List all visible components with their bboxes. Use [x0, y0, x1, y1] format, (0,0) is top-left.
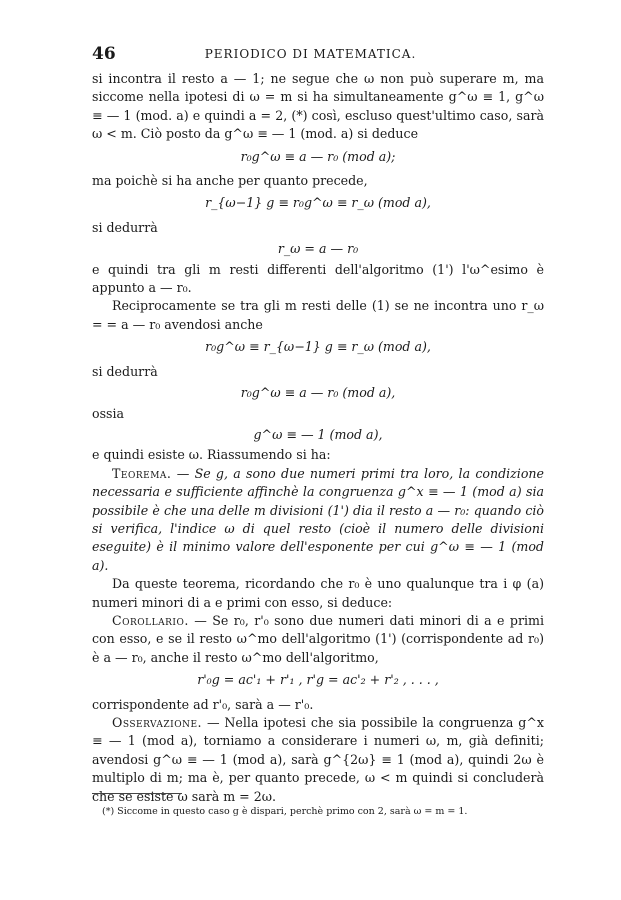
corollary: [92, 612, 544, 667]
equation-2: r_{ω−1} g ≡ r₀g^ω ≡ r_ω (mod a),: [205, 195, 431, 211]
paragraph-6: si dedurrà: [92, 363, 158, 379]
running-title: PERIODICO DI MATEMATICA.: [204, 47, 417, 61]
equation-7: r'₀g = ac'₁ + r'₁ , r'g = ac'₂ + r'₂ , . . . ,: [197, 672, 439, 688]
corollary-text: — Se r₀, r'₀ sono due numeri dati minori di a e primi con esso, e se il resto ω^mo dell'algoritmo (1') (corrispondente ad r₀) è a — r₀, anche il resto ω^mo dell'algoritmo,: [92, 612, 544, 665]
paragraph-2: ma poichè si ha anche per quanto precede,: [92, 173, 368, 189]
paragraph-1: si incontra il resto a — 1; ne segue che ω non può superare m, ma siccome nella ipotesi di ω = m si ha simultaneamente g^ω ≡ 1, g^ω ≡ — 1 (mod. a) e quindi a = 2, (*) così, escluso quest'ultimo caso, sarà ω < m. Ciò posto da g^ω ≡ — 1 (mod. a) si deduce: [92, 71, 544, 142]
paragraph-3: si dedurrà: [92, 219, 158, 235]
footnote-divider: [92, 793, 182, 794]
footnote: (*) Siccome in questo caso g è dispari, perchè primo con 2, sarà ω = m = 1.: [102, 806, 468, 817]
equation-4: r₀g^ω ≡ r_{ω−1} g ≡ r_ω (mod a),: [205, 339, 431, 355]
equation-1: r₀g^ω ≡ a — r₀ (mod a);: [240, 148, 396, 164]
paragraph-7: ossia: [92, 405, 125, 421]
equation-5: r₀g^ω ≡ a — r₀ (mod a),: [240, 385, 396, 401]
equation-6: g^ω ≡ — 1 (mod a),: [253, 426, 383, 442]
theorem-label: Teorema.: [112, 465, 172, 481]
observation-label: Osservazione.: [112, 715, 203, 730]
theorem: [92, 465, 544, 575]
page-header: [0, 44, 621, 64]
paragraph-4: e quindi tra gli m resti differenti dell'algoritmo (1') l'ω^esimo è appunto a — r₀.: [92, 261, 544, 296]
theorem-text: — Se g, a sono due numeri primi tra loro, la condizione necessaria e sufficiente affinchè la congruenza g^x ≡ — 1 (mod a) sia possibile è che una delle m divisioni (1') dia il resto a — r₀: quando ciò si verifica, l'indice ω di quel resto (cioè il numero delle divisioni eseguite) è il minimo valore dell'esponente per cui g^ω ≡ — 1 (mod a).: [92, 465, 544, 573]
paragraph-8: e quindi esiste ω. Riassumendo si ha:: [92, 447, 331, 463]
corollary-label: Corollario.: [112, 612, 189, 628]
paragraph-5: Reciprocamente se tra gli m resti delle (1) se ne incontra uno r_ω = = a — r₀ avendosi anche: [92, 298, 544, 332]
page-number: 46: [92, 44, 116, 64]
equation-3: r_ω = a — r₀: [277, 241, 359, 257]
paragraph-10: corrispondente ad r'₀, sarà a — r'₀.: [92, 696, 314, 712]
page-body: [92, 70, 544, 806]
observation-text: — Nella ipotesi che sia possibile la congruenza g^x ≡ — 1 (mod a), torniamo a considerare i numeri ω, m, già definiti; avendosi g^ω ≡ — 1 (mod a), sarà g^{2ω} ≡ 1 (mod a), quindi 2ω è multiplo di m; ma è, per quanto precede, ω < m quindi si concluderà che se esiste ω sarà m = 2ω.: [92, 715, 544, 804]
paragraph-9: Da queste teorema, ricordando che r₀ è uno qualunque tra i φ (a) numeri minori di a e primi con esso, si deduce:: [92, 576, 544, 610]
